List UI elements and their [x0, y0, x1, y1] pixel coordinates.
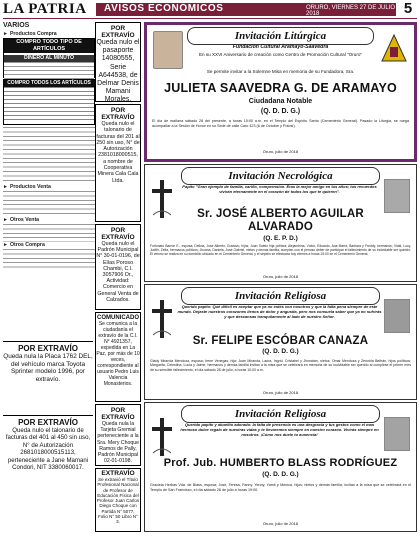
deceased-name: Sr. FELIPE ESCÓBAR CANAZA — [192, 335, 369, 347]
newspaper-name: LA PATRIA — [3, 1, 87, 17]
extravio-talonario-cooperativa-ad — [95, 104, 141, 222]
notice-place: Oruro, julio de 2018 — [262, 521, 299, 526]
extravio-placa-text: Queda nula la Placa 1762 DEL, del vehículo marca Toyota Sprinter modelo 1996, por extravío. — [3, 353, 93, 383]
ad-compro2-body — [4, 87, 94, 121]
comunicado-ad — [95, 312, 141, 402]
extravio-talonario-text: Queda nulo el talonario de facturas del 401 al 450 sin uso, N° de Autorización 2681018000515113, perteneciente a Jane Mamani Condori, NIT 3380060017. — [5, 427, 91, 472]
ad-text: Queda nulo el pasaporte 14080555, Serie A644538, de Delmar Denis Mamani Morales. — [96, 39, 140, 104]
portrait-photo — [384, 299, 410, 333]
notice-body: Graciela Herbas Vda. de Blass, esposa; José, Teresa, Fanny, Yenny, Yamil y Mónica, hijos; nietos y demás familia, invitan a la misa que se celebrará en el Templo de San Francisco, el día sábado 28 de julio a horas 19:00. — [150, 483, 411, 492]
ad-text: Queda nula la Tarjeta Gremial perteneciente a la Sra. Mery Choque Ramos de Pally, Padrón Municipal 02-01-0198. — [96, 421, 140, 465]
classified-ad-compro — [3, 38, 95, 78]
deceased-name: JULIETA SAAVEDRA G. DE ARAMAYO — [164, 81, 397, 95]
classified-lines-a — [3, 127, 95, 183]
section-varios: VARIOS — [3, 22, 30, 29]
section-title: AVISOS ECONÓMICOS — [104, 3, 224, 14]
notice-place: Oruro, julio de 2018 — [262, 274, 299, 279]
extravio-talonario-ad — [3, 415, 93, 528]
notice-honor: Ciudadana Notable — [248, 98, 313, 105]
arrow-icon: ► — [3, 184, 8, 190]
arrow-icon: ► — [3, 217, 8, 223]
portrait-photo — [384, 417, 410, 451]
classified-ad-compro-2 — [3, 79, 95, 125]
notice-religiosa-escobar — [144, 284, 417, 400]
notice-org-sub: En su XXVI Aniversario de creación como Centro de Promoción Cultural "Oruro" — [198, 52, 363, 57]
ad-title: POR EXTRAVÍO — [101, 25, 135, 39]
notice-religiosa-blass — [144, 402, 417, 532]
notice-dgd: (Q. D. D. G.) — [262, 348, 299, 355]
notice-banner: Invitación Litúrgica — [187, 27, 374, 45]
header-date: ORURO, VIERNES 27 DE JULIO DE 2018 — [306, 5, 406, 17]
notice-body: Fortunato Barrón E., esposa; Delicia, José Alberto, Gustavo, hijos; Juan Sotelo hija política; Alejandrina, Víctor, Eduardo, Ana María, Barbara y Freddy, hermanos; Vidal, Lucy, Judith, Zelfa, hermanos políticos; Jhoana, Daniela, José Gabriel, nietos y demás familia, cumplen con el penoso deber de participar el fallecimiento de su inolvidable ser querido. El velorio se realiza en su domicilio ubicado en el Cementerio General, y el sepelio se efectuará hoy viernes a horas 15:00 en el Cementerio General. — [150, 244, 411, 256]
classifieds-column — [3, 22, 95, 532]
notice-dgd: (Q. D. D. G.) — [262, 471, 299, 478]
classified-lines-d — [3, 249, 95, 269]
cross-icon — [151, 299, 173, 339]
notice-place: Oruro, julio de 2018 — [262, 149, 299, 154]
ad-text: Queda nulo el Padrón Municipal N° 30-01-0196, de Elías Poroso Chambi, C.I. 3057906 Or., Actividad: Comercio en General Venta de Calzados. — [96, 241, 140, 303]
extravio-titulo-ad — [95, 468, 141, 532]
notice-quote: Querido papito: Qué difícil es aceptar que ya no estés con nosotros y que la falta pena siempre de este mundo. Dejaste nuestros corazones llenos de dolor y angustia, pero nos consuela saber que ya no sufrirás y que descansas tranquilamente al lado de nuestro Señor. — [177, 304, 382, 319]
ad-text: Queda nulo el talonario de facturas del 201 al 250 sin uso, N° de Autorización 2381018000515, a nombre de Cooperativa Minera Cala Cala Ltda. — [96, 121, 140, 184]
extravio-pasaporte-ad — [95, 22, 141, 102]
notice-body: El día de mañana sábado 28 del presente, a horas 10:00 a.m. en el Templo del Espíritu Santo (Cementerio General). Pasado la Liturgia, se ruega acompañar a la Sesión de Honor en su Sede de calle Caro 423 (6 de Octubre y Potosí). — [152, 119, 409, 128]
section-productos-venta: ► Productos Venta — [3, 184, 51, 190]
ad-title: POR EXTRAVÍO — [101, 107, 135, 121]
ad-title: COMUNICADO — [97, 315, 139, 321]
notice-banner: Invitación Necrológica — [181, 167, 380, 185]
notice-invite: Se permite invitar a la Solemne Misa en memoria de su Fundadora, Sra. — [206, 69, 355, 74]
extravio-placa-ad — [3, 341, 93, 414]
page-number: 5 — [403, 0, 413, 17]
cross-icon — [151, 179, 173, 219]
notice-body: Glady Miranda Mendoza, esposa; Irene Venegas, hija; Juan Miranda, Laura, Ingrid, Cristabel y Jhonatan, nietos; Omar Mendoza y Zenobia Beltrán, hijos políticos; Margarita, Celestina, Lucía y Jaime, hermanos y demás familia invitan a la misa que se celebrará en memoria de su inolvidable ser querido al cumplirse el primer mes de su sensible fallecimiento, el día sábado 28 de julio, a horas 10:00 a.m. — [150, 359, 411, 372]
ad-title: POR EXTRAVÍO — [101, 407, 135, 421]
notice-quote: Papito "Gran ejemplo de familia, cariño, comprensión. Eras la mejor amigo en tus años; tus recuerdos vivirán eternamente en el corazón de todos los que te quieren". — [182, 184, 377, 194]
notice-place: Oruro, julio de 2018 — [262, 390, 299, 395]
notice-banner: Invitación Religiosa — [181, 405, 380, 423]
extravio-placa-title: POR EXTRAVÍO — [18, 344, 78, 353]
arrow-icon: ► — [3, 31, 8, 37]
notice-quote: Querido papito y abuelito adorado: la falta de presencia es una desgracia y tus gestos como el mas hermoso dulce regalo de nuestras vidas y te llevaremos siempre en nuestro corazón. Vivirás siempre en nosotros. ¡Cómo nos duele tu ausencia! — [180, 422, 379, 437]
notice-dgd: (Q. E. P. D.) — [263, 235, 298, 242]
header-rule — [3, 18, 417, 19]
ad-compro2-title: COMPRO TODOS LOS ARTÍCULOS — [4, 80, 94, 87]
classified-lines-b — [3, 191, 95, 217]
notice-necrologica — [144, 164, 417, 282]
notice-banner: Invitación Religiosa — [181, 287, 380, 305]
extravio-tarjeta-ad — [95, 404, 141, 466]
notice-liturgica — [144, 22, 417, 162]
section-otros-venta: ► Otros Venta — [3, 217, 40, 223]
portrait-photo — [384, 179, 410, 213]
ad-text: Se extravió el Título Profesional Nacional de Profesor de Educación Física del Profesor Juan Carlos Diego Choque con Partida N° 5077, Folio N° 50 Libro N° 3. — [96, 477, 140, 525]
extravio-talonario-title: POR EXTRAVÍO — [18, 418, 78, 427]
ad-compro-title: COMPRO TODO TIPO DE ARTÍCULOS — [4, 39, 94, 53]
extravio-padron-ad — [95, 224, 141, 310]
classified-lines-c — [3, 224, 95, 242]
arrow-icon: ► — [3, 242, 8, 248]
ad-title: POR EXTRAVÍO — [101, 227, 135, 241]
notice-dgd: (Q. D. D. G.) — [260, 108, 301, 115]
ad-title: EXTRAVÍO — [101, 470, 135, 477]
ad-text: Se comunica a la ciudadanía el extravío de la C.I. N° 4921357, expedida en La Paz, por más de 10 veces, correspondiente al usuario Pedro Luis Valencia Monasterios. — [96, 321, 140, 387]
section-otros-compra: ► Otros Compra — [3, 242, 45, 248]
section-productos-compra: ► Productos Compra — [3, 31, 57, 37]
cross-icon — [151, 417, 173, 457]
page-header — [0, 0, 420, 20]
deceased-name: Sr. JOSÉ ALBERTO AGUILAR ALVARADO — [197, 208, 364, 233]
notice-org: Fundación Cultural Aramayo-Saavedra — [232, 44, 329, 50]
deceased-name: Prof. Jub. HUMBERTO BLASS RODRÍGUEZ — [163, 457, 398, 469]
ad-dinero-title: DINERO AL MINUTO — [4, 55, 94, 62]
